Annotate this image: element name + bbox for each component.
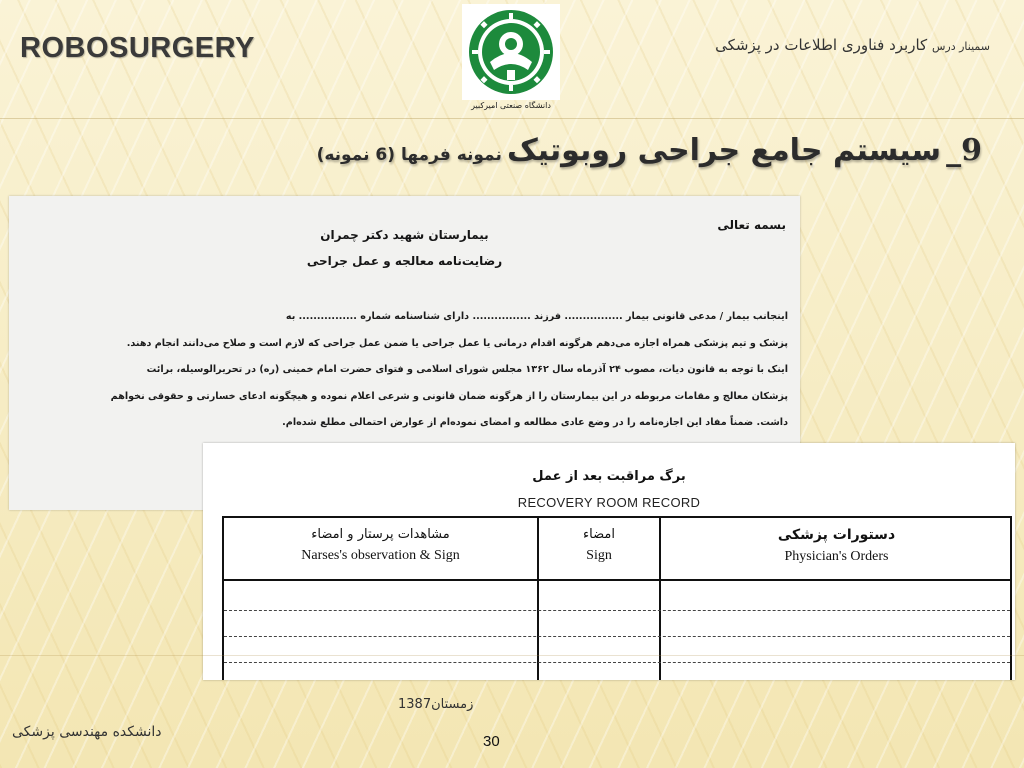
consent-line: پزشکان معالج و مقامات مربوطه در این بیمارستان را از هرگونه ضمان قانونی و شرعی اعلام نموده و هیچگونه ادعای خسارتی و حقوقی نخواهم xyxy=(110,390,788,402)
header-divider xyxy=(0,118,1024,119)
consent-line: اینک با توجه به قانون دیات، مصوب ۲۴ آذرماه سال ۱۳۶۲ مجلس شورای اسلامی و فتوای حضرت امام خمینی (ره) در تحریرالوسیله، برائت xyxy=(146,364,788,375)
slide-number: 9 xyxy=(961,133,982,168)
course-name: کاربرد فناوری اطلاعات در پزشکی xyxy=(715,36,928,54)
consent-hospital-name: بیمارستان شهید دکتر چمران xyxy=(320,228,489,242)
footer-department: دانشکده مهندسی پزشکی xyxy=(12,724,162,740)
table-row xyxy=(224,636,1010,638)
column-header-fa: دستورات پزشکی xyxy=(777,527,896,543)
page-number: 30 xyxy=(483,733,500,750)
column-header-fa: امضاء xyxy=(583,527,615,542)
consent-line: اینجانب بیمار / مدعی قانونی بیمار ................ فرزند ................ دارای شناسنامه شماره ................ به xyxy=(285,311,788,322)
recovery-record-image xyxy=(203,443,1015,680)
column-header-en: Sign xyxy=(586,548,612,563)
title-separator: _ xyxy=(946,133,962,168)
column-header-fa: مشاهدات پرستار و امضاء xyxy=(311,527,450,542)
recovery-title-en: RECOVERY ROOM RECORD xyxy=(517,495,701,510)
column-header-en: Narses's observation & Sign xyxy=(301,548,460,563)
university-logo xyxy=(462,4,560,100)
slide-title-sub: نمونه فرمها (6 نمونه) xyxy=(316,145,502,165)
recovery-title-fa: برگ مراقبت بعد از عمل xyxy=(532,469,686,484)
university-logo-icon xyxy=(462,4,560,100)
consent-basmala: بسمه تعالی xyxy=(717,218,786,232)
presentation-brand: ROBOSURGERY xyxy=(20,32,255,64)
consent-line: داشت. ضمناً مفاد این اجازه‌نامه را در وضع عادی مطالعه و امضای نموده‌ام از عوارض احتمالی مطلع شده‌ام. xyxy=(282,417,788,428)
course-label: سمینار درس xyxy=(931,40,990,53)
table-row xyxy=(224,610,1010,612)
footer-season: زمستان1387 xyxy=(398,697,474,712)
slide-title-main: سیستم جامع جراحی روبوتیک xyxy=(506,133,942,168)
logo-caption: دانشگاه صنعتی امیرکبیر xyxy=(471,101,551,110)
consent-body xyxy=(27,304,788,437)
course-title xyxy=(715,36,990,54)
column-header xyxy=(224,518,537,579)
column-header xyxy=(661,518,1012,579)
table-header-line xyxy=(224,579,1010,581)
column-header-en: Physician's Orders xyxy=(784,549,889,564)
consent-form-title: رضایت‌نامه معالجه و عمل جراحی xyxy=(306,254,503,268)
slide-title xyxy=(317,133,982,168)
table-row xyxy=(224,662,1010,664)
column-header xyxy=(539,518,659,579)
consent-line: پزشک و تیم پزشکی همراه اجازه می‌دهم هرگونه اقدام درمانی یا عمل جراحی یا ضمن عمل جراحی که لازم است و صلاح می‌دانند انجام دهند. xyxy=(126,337,788,349)
footer-divider xyxy=(0,655,1024,656)
